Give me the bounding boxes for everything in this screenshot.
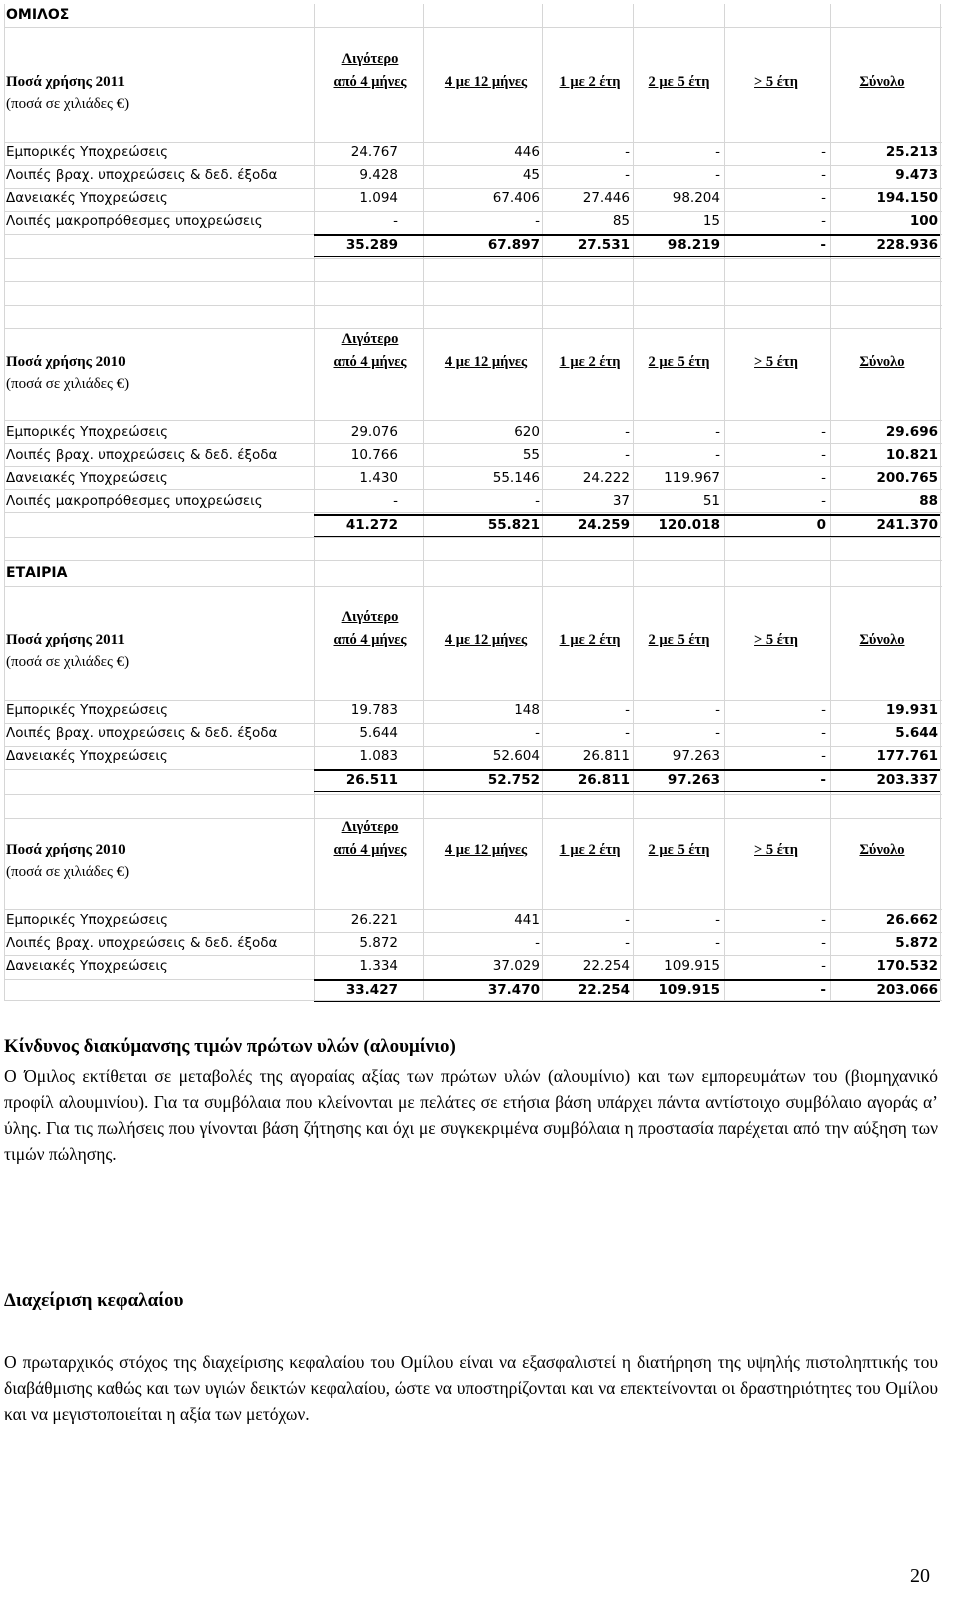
table-year-label: Ποσά χρήσης 2011 bbox=[6, 632, 125, 648]
grid-line bbox=[4, 560, 942, 561]
cell-value: - bbox=[715, 702, 720, 718]
cell-value: - bbox=[393, 493, 398, 509]
cell-value: 148 bbox=[514, 702, 540, 718]
grid-line bbox=[4, 586, 942, 587]
column-header-c4: 2 με 5 έτη bbox=[648, 632, 710, 648]
cell-value: 446 bbox=[514, 144, 540, 160]
column-header-c5: > 5 έτη bbox=[754, 354, 798, 370]
cell-value: 1.430 bbox=[359, 470, 398, 486]
column-header-c5: > 5 έτη bbox=[754, 632, 798, 648]
table-year-label: Ποσά χρήσης 2011 bbox=[6, 74, 125, 90]
cell-value: - bbox=[715, 424, 720, 440]
section-body-capital-management: Ο πρωταρχικός στόχος της διαχείρισης κεφαλαίου του Ομίλου είναι να εξασφαλιστεί η διατήρηση της υψηλής πιστοληπτικής του διαβάθμισης καθώς και των υγιών δεικτών κεφαλαίου, ώστε να υποστηρίζονται και να επεκτείνονται οι δραστηριότητες του Ομίλου και να μεγιστοποιείται η αξία των μετόχων. bbox=[4, 1352, 938, 1424]
cell-value: 9.428 bbox=[359, 167, 398, 183]
grid-line bbox=[4, 723, 942, 724]
cell-value: 37 bbox=[612, 493, 630, 509]
row-label: Δανειακές Υποχρεώσεις bbox=[6, 748, 168, 764]
cell-value: 26.221 bbox=[350, 912, 398, 928]
column-header-lt4-line2: από 4 μήνες bbox=[333, 74, 407, 90]
cell-value: - bbox=[821, 702, 826, 718]
grid-line bbox=[4, 27, 942, 28]
column-header-c6: Σύνολο bbox=[859, 354, 905, 370]
grid-line bbox=[4, 818, 942, 819]
total-value: 228.936 bbox=[876, 237, 938, 253]
column-header-c2: 4 με 12 μήνες bbox=[444, 842, 528, 858]
cell-value: 200.765 bbox=[876, 470, 938, 486]
cell-value: 29.696 bbox=[885, 424, 938, 440]
cell-value: - bbox=[821, 424, 826, 440]
total-value: - bbox=[820, 982, 826, 998]
row-label: Εμπορικές Υποχρεώσεις bbox=[6, 144, 169, 160]
column-header-c5: > 5 έτη bbox=[754, 74, 798, 90]
grid-line bbox=[423, 4, 424, 1000]
row-label: Λοιπές μακροπρόθεσμες υποχρεώσεις bbox=[6, 213, 263, 229]
total-value: 203.337 bbox=[876, 772, 938, 788]
row-label: Εμπορικές Υποχρεώσεις bbox=[6, 912, 169, 928]
column-header-c5: > 5 έτη bbox=[754, 842, 798, 858]
column-header-c4: 2 με 5 έτη bbox=[648, 354, 710, 370]
total-value: 52.752 bbox=[487, 772, 540, 788]
cell-value: - bbox=[715, 167, 720, 183]
grid-line bbox=[4, 165, 942, 166]
cell-value: 67.406 bbox=[492, 190, 540, 206]
cell-value: - bbox=[715, 725, 720, 741]
column-header-c6: Σύνολο bbox=[859, 74, 905, 90]
total-value: 109.915 bbox=[658, 982, 720, 998]
table-unit-note: (ποσά σε χιλιάδες €) bbox=[6, 654, 130, 670]
cell-value: 22.254 bbox=[582, 958, 630, 974]
cell-value: 19.931 bbox=[885, 702, 938, 718]
grid-line bbox=[4, 443, 942, 444]
cell-value: - bbox=[625, 424, 630, 440]
cell-value: 52.604 bbox=[492, 748, 540, 764]
row-label: Λοιπές βραχ. υποχρεώσεις & δεδ. έξοδα bbox=[6, 935, 278, 951]
row-label: Λοιπές βραχ. υποχρεώσεις & δεδ. έξοδα bbox=[6, 725, 278, 741]
table-year-label: Ποσά χρήσης 2010 bbox=[6, 842, 126, 858]
cell-value: 5.644 bbox=[359, 725, 398, 741]
total-rule bbox=[314, 514, 940, 516]
cell-value: - bbox=[821, 213, 826, 229]
cell-value: 45 bbox=[522, 167, 540, 183]
total-value: 203.066 bbox=[876, 982, 938, 998]
total-value: 241.370 bbox=[876, 517, 938, 533]
row-label: Λοιπές βραχ. υποχρεώσεις & δεδ. έξοδα bbox=[6, 167, 278, 183]
column-header-c3: 1 με 2 έτη bbox=[559, 842, 621, 858]
table-unit-note: (ποσά σε χιλιάδες €) bbox=[6, 376, 130, 392]
column-header-c6: Σύνολο bbox=[859, 632, 905, 648]
cell-value: - bbox=[821, 167, 826, 183]
grid-line bbox=[4, 305, 942, 306]
grid-line bbox=[4, 746, 942, 747]
grid-line bbox=[4, 700, 942, 701]
cell-value: 26.662 bbox=[885, 912, 938, 928]
total-value: 37.470 bbox=[487, 982, 540, 998]
cell-value: 1.334 bbox=[359, 958, 398, 974]
grid-line bbox=[4, 489, 942, 490]
cell-value: - bbox=[715, 935, 720, 951]
total-underline bbox=[314, 1001, 940, 1002]
cell-value: 15 bbox=[702, 213, 720, 229]
cell-value: 441 bbox=[514, 912, 540, 928]
cell-value: - bbox=[535, 935, 540, 951]
cell-value: - bbox=[715, 144, 720, 160]
cell-value: 26.811 bbox=[582, 748, 630, 764]
column-header-c3: 1 με 2 έτη bbox=[559, 354, 621, 370]
cell-value: 620 bbox=[514, 424, 540, 440]
grid-line bbox=[4, 258, 942, 259]
cell-value: 85 bbox=[612, 213, 630, 229]
grid-line bbox=[4, 794, 942, 795]
total-underline bbox=[314, 536, 940, 537]
cell-value: - bbox=[821, 144, 826, 160]
total-value: 33.427 bbox=[345, 982, 398, 998]
cell-value: 194.150 bbox=[876, 190, 938, 206]
cell-value: 1.094 bbox=[359, 190, 398, 206]
cell-value: 55 bbox=[522, 447, 540, 463]
cell-value: 37.029 bbox=[492, 958, 540, 974]
column-header-lt4-line2: από 4 μήνες bbox=[333, 842, 407, 858]
grid-line bbox=[4, 211, 942, 212]
total-rule bbox=[314, 769, 940, 771]
column-header-lt4-line2: από 4 μήνες bbox=[333, 354, 407, 370]
column-header-lt4-line1: Λιγότερο bbox=[341, 609, 399, 625]
company-section-label: ΕΤΑΙΡΙΑ bbox=[6, 565, 68, 581]
cell-value: - bbox=[625, 447, 630, 463]
row-label: Εμπορικές Υποχρεώσεις bbox=[6, 424, 169, 440]
row-label: Δανειακές Υποχρεώσεις bbox=[6, 470, 168, 486]
column-header-c4: 2 με 5 έτη bbox=[648, 74, 710, 90]
column-header-c2: 4 με 12 μήνες bbox=[444, 74, 528, 90]
cell-value: 97.263 bbox=[672, 748, 720, 764]
column-header-lt4-line1: Λιγότερο bbox=[341, 51, 399, 67]
total-value: 41.272 bbox=[345, 517, 398, 533]
total-value: - bbox=[820, 237, 826, 253]
cell-value: 9.473 bbox=[895, 167, 938, 183]
total-value: 27.531 bbox=[577, 237, 630, 253]
column-header-c2: 4 με 12 μήνες bbox=[444, 632, 528, 648]
grid-line bbox=[4, 328, 942, 329]
grid-line bbox=[4, 188, 942, 189]
cell-value: 5.872 bbox=[359, 935, 398, 951]
cell-value: - bbox=[535, 725, 540, 741]
cell-value: 24.222 bbox=[582, 470, 630, 486]
total-value: 98.219 bbox=[667, 237, 720, 253]
total-value: 97.263 bbox=[667, 772, 720, 788]
total-value: 67.897 bbox=[487, 237, 540, 253]
cell-value: 109.915 bbox=[664, 958, 720, 974]
cell-value: - bbox=[821, 190, 826, 206]
cell-value: 27.446 bbox=[582, 190, 630, 206]
cell-value: 25.213 bbox=[885, 144, 938, 160]
row-label: Δανειακές Υποχρεώσεις bbox=[6, 190, 168, 206]
table-unit-note: (ποσά σε χιλιάδες €) bbox=[6, 96, 130, 112]
cell-value: 29.076 bbox=[350, 424, 398, 440]
total-value: 26.811 bbox=[577, 772, 630, 788]
cell-value: - bbox=[625, 935, 630, 951]
table-unit-note: (ποσά σε χιλιάδες €) bbox=[6, 864, 130, 880]
cell-value: 5.644 bbox=[895, 725, 938, 741]
total-value: 120.018 bbox=[658, 517, 720, 533]
cell-value: - bbox=[393, 213, 398, 229]
cell-value: 170.532 bbox=[876, 958, 938, 974]
cell-value: - bbox=[821, 470, 826, 486]
section-body-aluminium-risk: Ο Όμιλος εκτίθεται σε μεταβολές της αγοραίας αξίας των πρώτων υλών (αλουμίνιο) και των εμπορευμάτων του (βιομηχανικό προφίλ αλουμινίου). Για τα συμβόλαια που κλείνονται με πελάτες σε ετήσια βάση υπάρχει πάντα αντίστοιχο συμβόλαιο αγοράς α’ ύλης. Για τις πωλήσεις που γίνονται βάση ζήτησης και όχι με συγκεκριμένα συμβόλαια η προστασία παρέχεται από την αύξηση των τιμών πώλησης. bbox=[4, 1066, 938, 1164]
row-label: Εμπορικές Υποχρεώσεις bbox=[6, 702, 169, 718]
grid-line bbox=[4, 955, 942, 956]
total-rule bbox=[314, 979, 940, 981]
total-underline bbox=[314, 256, 940, 257]
cell-value: - bbox=[535, 213, 540, 229]
row-label: Δανειακές Υποχρεώσεις bbox=[6, 958, 168, 974]
cell-value: - bbox=[625, 912, 630, 928]
grid-line bbox=[4, 512, 942, 513]
section-heading-capital-management: Διαχείριση κεφαλαίου bbox=[4, 1290, 184, 1311]
cell-value: 98.204 bbox=[672, 190, 720, 206]
cell-value: - bbox=[821, 725, 826, 741]
grid-line bbox=[4, 281, 942, 282]
cell-value: - bbox=[821, 447, 826, 463]
grid-line bbox=[4, 4, 5, 1000]
table-year-label: Ποσά χρήσης 2010 bbox=[6, 354, 126, 370]
cell-value: - bbox=[715, 912, 720, 928]
grid-line bbox=[4, 466, 942, 467]
group-section-label: ΟΜΙΛΟΣ bbox=[6, 7, 70, 23]
grid-line bbox=[4, 420, 942, 421]
column-header-lt4-line1: Λιγότερο bbox=[341, 819, 399, 835]
grid-line bbox=[4, 142, 942, 143]
cell-value: - bbox=[535, 493, 540, 509]
cell-value: 1.083 bbox=[359, 748, 398, 764]
cell-value: - bbox=[821, 935, 826, 951]
cell-value: 10.766 bbox=[350, 447, 398, 463]
column-header-c6: Σύνολο bbox=[859, 842, 905, 858]
cell-value: - bbox=[821, 748, 826, 764]
column-header-lt4-line2: από 4 μήνες bbox=[333, 632, 407, 648]
row-label: Λοιπές βραχ. υποχρεώσεις & δεδ. έξοδα bbox=[6, 447, 278, 463]
total-underline bbox=[314, 791, 940, 792]
total-value: 55.821 bbox=[487, 517, 540, 533]
column-header-c2: 4 με 12 μήνες bbox=[444, 354, 528, 370]
cell-value: 51 bbox=[702, 493, 720, 509]
cell-value: - bbox=[715, 447, 720, 463]
total-rule bbox=[314, 234, 940, 236]
cell-value: 24.767 bbox=[350, 144, 398, 160]
cell-value: - bbox=[821, 912, 826, 928]
total-value: 0 bbox=[816, 517, 826, 533]
grid-line bbox=[4, 537, 942, 538]
cell-value: 177.761 bbox=[876, 748, 938, 764]
cell-value: 19.783 bbox=[350, 702, 398, 718]
cell-value: - bbox=[625, 144, 630, 160]
cell-value: 88 bbox=[919, 493, 938, 509]
grid-line bbox=[4, 909, 942, 910]
section-heading-aluminium-risk: Κίνδυνος διακύμανσης τιμών πρώτων υλών (αλουμίνιο) bbox=[4, 1036, 456, 1057]
cell-value: - bbox=[821, 958, 826, 974]
cell-value: 100 bbox=[909, 213, 938, 229]
cell-value: - bbox=[625, 702, 630, 718]
total-value: 24.259 bbox=[577, 517, 630, 533]
total-value: - bbox=[820, 772, 826, 788]
column-header-c3: 1 με 2 έτη bbox=[559, 632, 621, 648]
cell-value: - bbox=[625, 725, 630, 741]
cell-value: - bbox=[821, 493, 826, 509]
total-value: 22.254 bbox=[577, 982, 630, 998]
column-header-lt4-line1: Λιγότερο bbox=[341, 331, 399, 347]
total-value: 26.511 bbox=[345, 772, 398, 788]
page-number: 20 bbox=[910, 1565, 930, 1587]
cell-value: - bbox=[625, 167, 630, 183]
grid-line bbox=[4, 932, 942, 933]
row-label: Λοιπές μακροπρόθεσμες υποχρεώσεις bbox=[6, 493, 263, 509]
cell-value: 5.872 bbox=[895, 935, 938, 951]
column-header-c3: 1 με 2 έτη bbox=[559, 74, 621, 90]
cell-value: 10.821 bbox=[885, 447, 938, 463]
total-value: 35.289 bbox=[345, 237, 398, 253]
cell-value: 55.146 bbox=[492, 470, 540, 486]
column-header-c4: 2 με 5 έτη bbox=[648, 842, 710, 858]
cell-value: 119.967 bbox=[664, 470, 720, 486]
